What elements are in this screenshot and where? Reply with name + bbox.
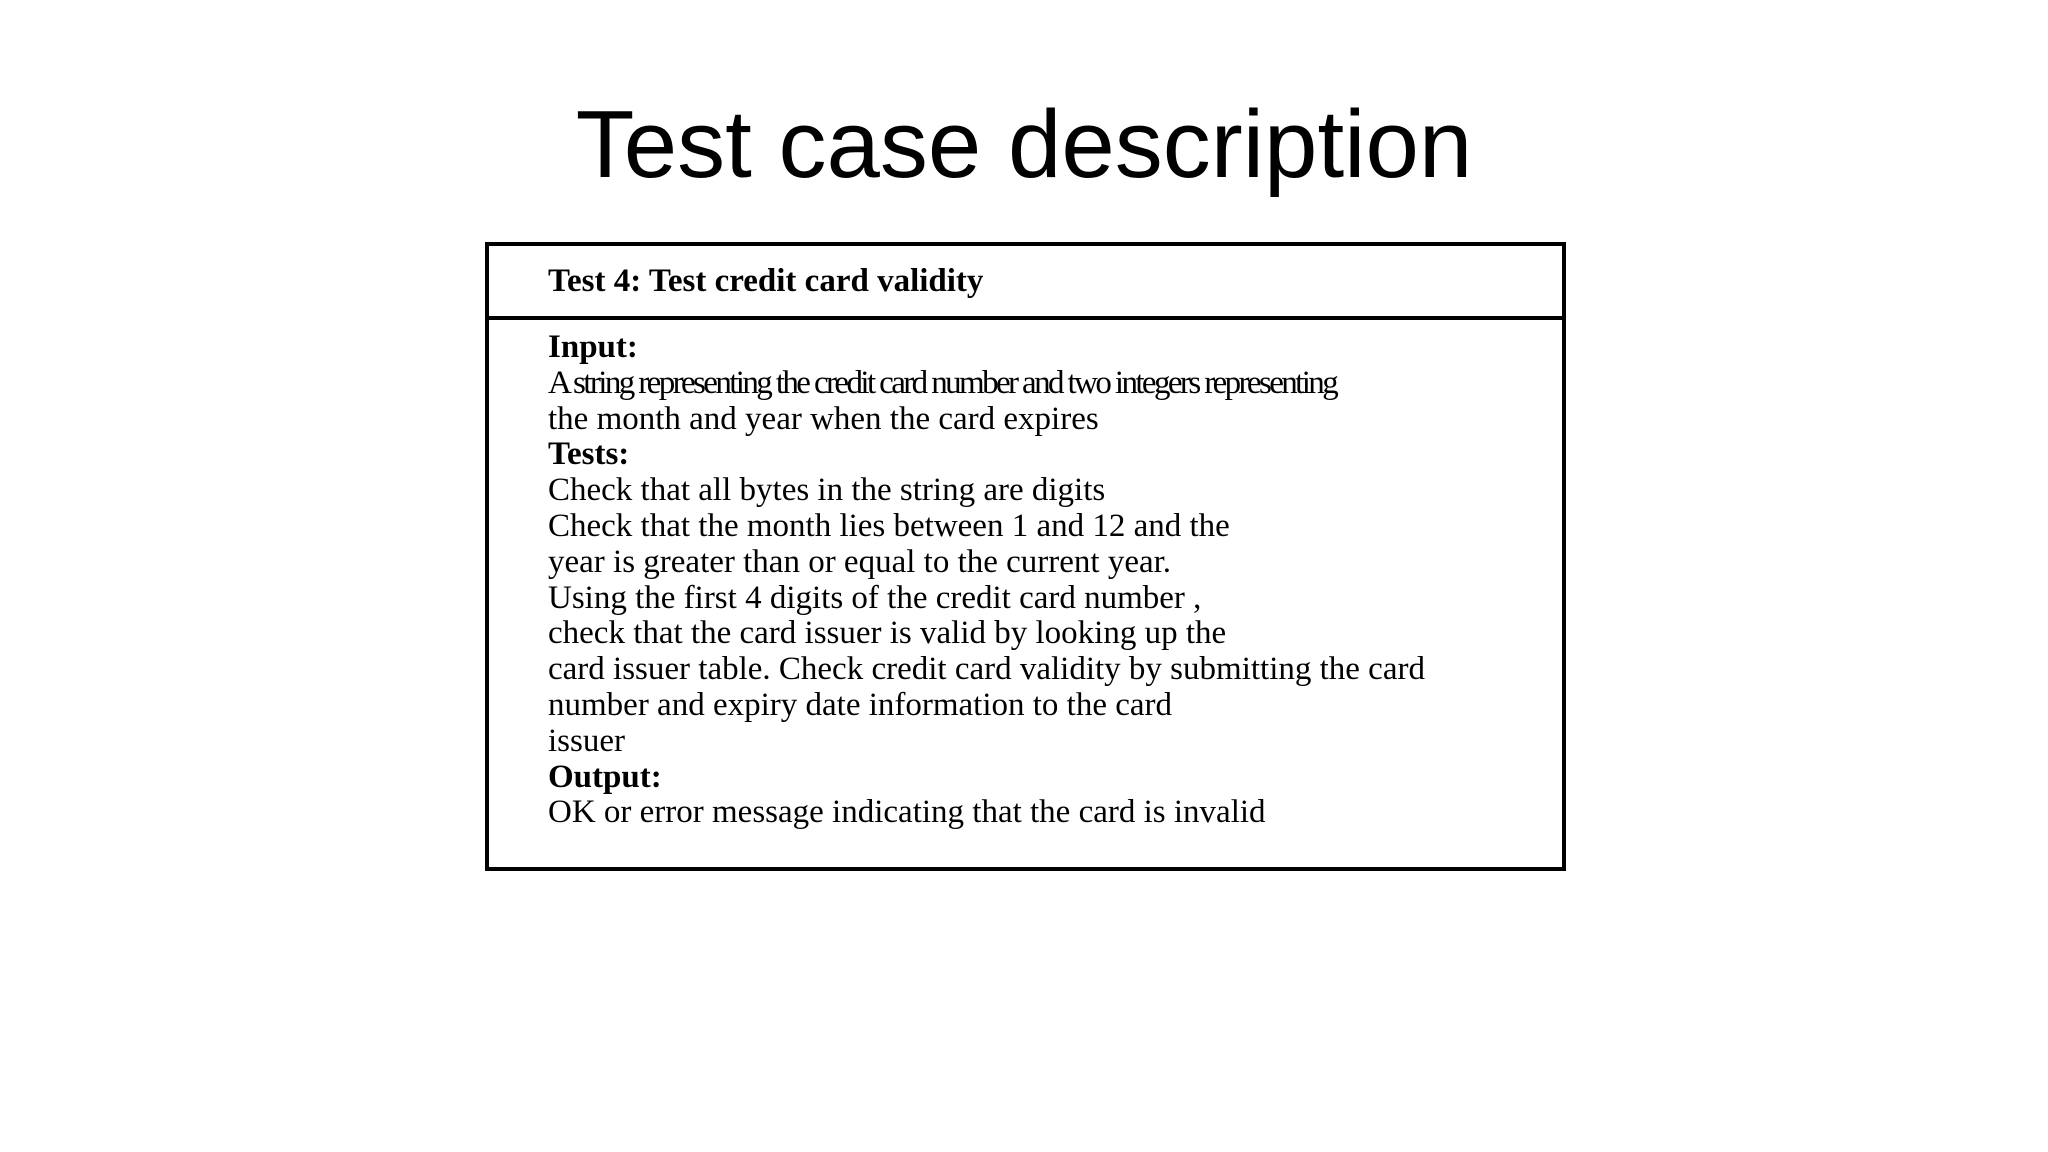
output-label: Output: — [548, 758, 662, 795]
test-case-table — [485, 242, 1566, 871]
input-line: A string representing the credit card number and two integers representing — [548, 364, 1337, 401]
test-case-header: Test 4: Test credit card validity — [489, 246, 1562, 320]
input-label: Input: — [548, 329, 638, 365]
input-line: the month and year when the card expires — [548, 400, 1099, 437]
tests-line: number and expiry date information to the card — [548, 686, 1173, 723]
tests-line: Check that the month lies between 1 and 12 and the — [548, 507, 1230, 544]
tests-label: Tests: — [548, 436, 630, 473]
tests-line: Check that all bytes in the string are digits — [548, 472, 1106, 509]
slide-title: Test case description — [575, 91, 1473, 198]
test-case-body — [489, 320, 1562, 831]
tests-line: year is greater than or equal to the current year. — [548, 543, 1172, 580]
tests-line: card issuer table. Check credit card validity by submitting the card — [548, 651, 1425, 688]
output-line: OK or error message indicating that the card is invalid — [548, 794, 1266, 831]
tests-line: issuer — [548, 722, 625, 759]
tests-line: check that the card issuer is valid by looking up the — [548, 615, 1227, 652]
tests-line: Using the first 4 digits of the credit card number , — [548, 579, 1202, 616]
